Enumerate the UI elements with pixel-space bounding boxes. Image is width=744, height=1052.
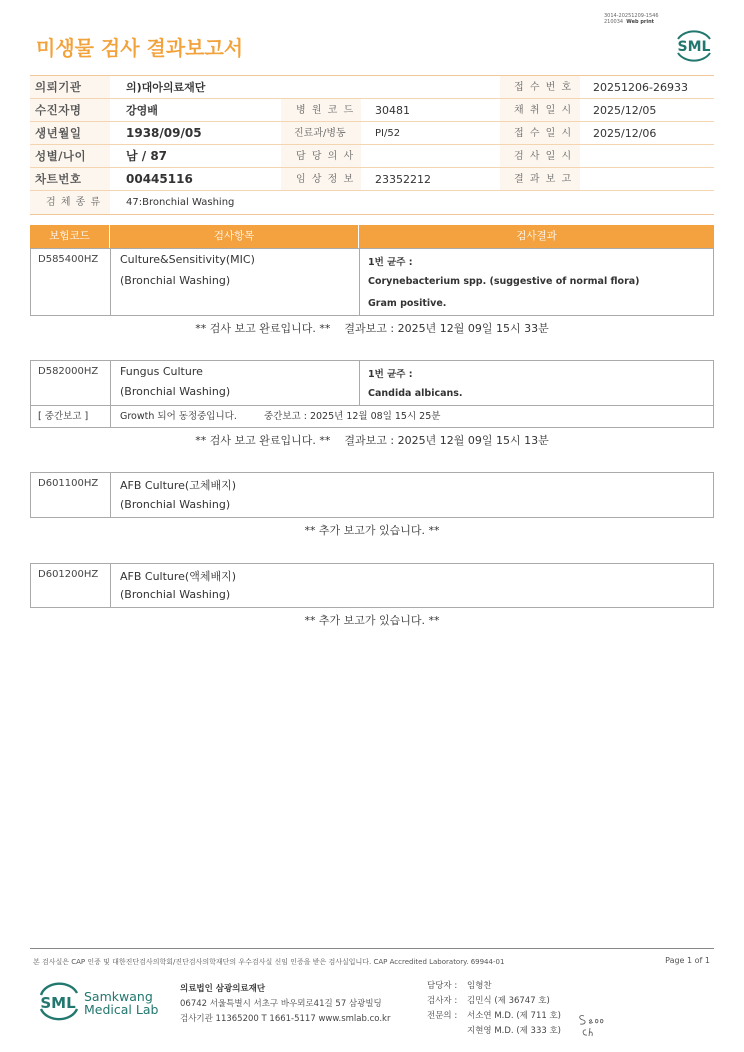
staff-name: 서소연 M.D. (제 711 호) <box>467 1011 562 1021</box>
name-value: 강영배 <box>126 104 158 117</box>
test-code: D585400HZ <box>38 254 99 265</box>
test-specimen: (Bronchial Washing) <box>120 588 231 601</box>
report-status-note: ** 추가 보고가 있습니다. ** <box>304 614 440 627</box>
receipt-date-value: 2025/12/06 <box>593 127 657 140</box>
result-organism: Corynebacterium spp. (suggestive of normal flora) <box>368 276 640 287</box>
hospital-code-value: 30481 <box>375 104 410 117</box>
result-title: 1번 균주 : <box>368 369 413 380</box>
footer-divider <box>30 948 714 949</box>
info-row-specimen <box>30 191 714 215</box>
report-status-note: ** 검사 보고 완료입니다. ** 결과보고 : 2025년 12월 09일 15시 13분 <box>195 434 549 447</box>
receipt-date-label: 접 수 일 시 <box>514 128 573 139</box>
doctor-label: 담 당 의 사 <box>296 151 355 162</box>
interim-time: 중간보고 : 2025년 12월 08일 15시 25분 <box>264 411 441 422</box>
test-code: D601200HZ <box>38 569 99 580</box>
specimen-label: 검 체 종 류 <box>46 197 102 208</box>
result-title: 1번 균주 : <box>368 257 413 268</box>
dept-label: 진료과/병동 <box>294 128 346 139</box>
page-title: 미생물 검사 결과보고서 <box>36 36 244 60</box>
test-block <box>30 472 714 518</box>
document-code-line2: 210034 <box>604 19 624 25</box>
client-value: 의)대아의료재단 <box>126 81 206 94</box>
signature-icon <box>576 1012 608 1040</box>
organization-info <box>180 982 390 1027</box>
footer-logo-text: SML <box>40 994 76 1012</box>
samkwang-logo-icon <box>36 980 82 1022</box>
info-row-birth <box>30 122 714 145</box>
staff-role: 담당자 : <box>427 981 458 991</box>
staff-role: 검사자 : <box>427 996 458 1006</box>
info-row-chart <box>30 168 714 191</box>
test-specimen: (Bronchial Washing) <box>120 498 231 511</box>
report-status-note: ** 추가 보고가 있습니다. ** <box>304 524 440 537</box>
header-item: 검사항목 <box>213 230 255 242</box>
result-gram: Gram positive. <box>368 298 447 309</box>
staff-role: 전문의 : <box>427 1011 458 1021</box>
hospital-code-label: 병 원 코 드 <box>296 105 355 116</box>
staff-name: 임형찬 <box>467 981 492 991</box>
print-mode: Web print <box>626 19 655 25</box>
receipt-no-label: 접 수 번 호 <box>514 82 573 93</box>
test-code: D582000HZ <box>38 366 99 377</box>
brand-name <box>84 990 158 1016</box>
header-code: 보험코드 <box>49 230 90 242</box>
interim-report-row <box>31 405 713 427</box>
test-block <box>30 563 714 608</box>
patient-info-table <box>30 75 714 215</box>
certification-text: 본 검사실은 CAP 인증 및 대한진단검사의학회/진단검사의학재단의 우수검사실 신임 인증을 받은 검사실입니다. CAP Accredited Laboratory. 69944-01 <box>33 958 505 966</box>
birth-label: 생년월일 <box>35 126 82 140</box>
test-block <box>30 360 714 428</box>
staff-name: 김민식 (제 36747 호) <box>467 996 550 1006</box>
specimen-value: 47:Bronchial Washing <box>126 197 235 208</box>
test-name: AFB Culture(고체배지) <box>120 479 237 492</box>
info-row-client <box>30 76 714 99</box>
collect-date-label: 채 취 일 시 <box>514 105 573 116</box>
test-specimen: (Bronchial Washing) <box>120 274 231 287</box>
sml-logo-icon <box>672 26 716 64</box>
test-name: AFB Culture(액체배지) <box>120 570 237 583</box>
info-row-name <box>30 99 714 122</box>
test-block <box>30 248 714 316</box>
org-contact: 검사기관 11365200 T 1661-5117 www.smlab.co.kr <box>180 1014 391 1024</box>
results-table-header <box>30 225 714 248</box>
collect-date-value: 2025/12/05 <box>593 104 657 117</box>
sex-age-label: 성별/나이 <box>35 149 87 163</box>
clinical-value: 23352212 <box>375 173 431 186</box>
org-address: 06742 서울특별시 서초구 바우뫼로41길 57 삼광빌딩 <box>180 999 382 1009</box>
client-label: 의뢰기관 <box>35 80 82 94</box>
document-code-line1: 3014-20251209-1546 <box>604 13 659 19</box>
sex-age-value: 남 / 87 <box>126 149 168 163</box>
info-row-sex-age <box>30 145 714 168</box>
test-date-label: 검 사 일 시 <box>514 151 573 162</box>
org-name: 의료법인 삼광의료재단 <box>180 984 266 994</box>
brand-line2: Medical Lab <box>84 1002 159 1017</box>
interim-label: [ 중간보고 ] <box>38 411 89 422</box>
brand-line1: Samkwang <box>84 989 153 1004</box>
receipt-no-value: 20251206-26933 <box>593 81 688 94</box>
dept-value: PI/52 <box>375 128 401 139</box>
test-specimen: (Bronchial Washing) <box>120 385 231 398</box>
test-name: Fungus Culture <box>120 365 203 378</box>
birth-value: 1938/09/05 <box>126 126 202 140</box>
interim-text: Growth 되어 동정중입니다. <box>120 411 237 422</box>
chart-value: 00445116 <box>126 172 193 186</box>
test-name: Culture&Sensitivity(MIC) <box>120 253 255 266</box>
report-status-note: ** 검사 보고 완료입니다. ** 결과보고 : 2025년 12월 09일 15시 33분 <box>195 322 549 335</box>
document-code <box>604 13 659 25</box>
staff-name: 지현영 M.D. (제 333 호) <box>467 1026 562 1036</box>
result-organism: Candida albicans. <box>368 388 463 399</box>
chart-label: 차트번호 <box>35 172 82 186</box>
report-label: 결 과 보 고 <box>514 174 573 185</box>
name-label: 수진자명 <box>35 103 82 117</box>
sml-logo-text: SML <box>677 39 711 55</box>
clinical-label: 임 상 정 보 <box>296 174 355 185</box>
test-code: D601100HZ <box>38 478 99 489</box>
header-result: 검사결과 <box>516 230 557 242</box>
page-number: Page 1 of 1 <box>665 956 710 965</box>
